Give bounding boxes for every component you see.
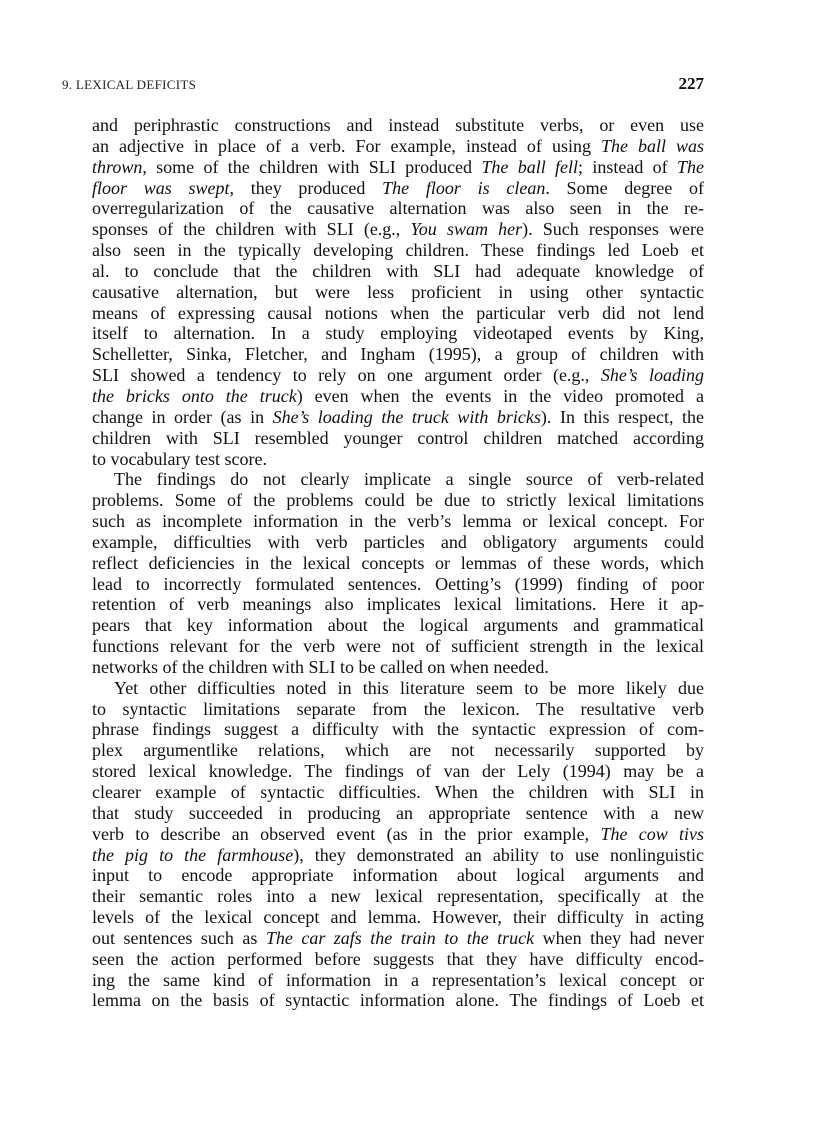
text-line [92, 115, 704, 136]
text-line [92, 740, 704, 761]
text-run: ). Such responses were [522, 219, 704, 240]
text-line [92, 136, 704, 157]
text-run: functions relevant for the verb were not of sufficient strength in the lexical [92, 636, 704, 657]
text-run: change in order (as in [92, 406, 273, 427]
italic-example: The cow tivs [600, 823, 704, 844]
text-line [92, 615, 704, 636]
text-run: when they had never [534, 927, 704, 948]
text-run: al. to conclude that the children with SLI had adequate knowledge of [92, 260, 704, 281]
text-run: causative alternation, but were less proficient in using other syntactic [92, 281, 704, 302]
text-run: networks of the children with SLI to be called on when needed. [92, 656, 549, 677]
text-run: clearer example of syntactic difficulties. When the children with SLI in [92, 782, 704, 802]
text-run: seen the action performed before suggests that they have difficulty encod- [92, 948, 704, 969]
italic-example: She’s loading the truck with bricks [272, 406, 541, 427]
text-line [92, 678, 704, 699]
italic-example: the bricks onto the truck [92, 385, 297, 406]
text-run: pears that key information about the logical arguments and grammatical [92, 615, 704, 636]
text-line [92, 365, 704, 386]
text-line [92, 323, 704, 344]
text-run: to syntactic limitations separate from the lexicon. The resultative verb [92, 698, 704, 719]
text-run: to vocabulary test score. [92, 448, 267, 469]
text-run: overregularization of the causative alternation was also seen in the re- [92, 198, 704, 219]
text-line [92, 261, 704, 282]
text-run: retention of verb meanings also implicates lexical limitations. Here it ap- [92, 594, 704, 615]
text-run: means of expressing causal notions when the particular verb did not lend [92, 302, 704, 323]
text-run: verb to describe an observed event (as in the prior example, [92, 823, 601, 844]
text-run: their semantic roles into a new lexical representation, specifically at the [92, 886, 704, 907]
text-run: ), they demonstrated an ability to use nonlinguistic [293, 844, 705, 865]
running-header-chapter: 9. LEXICAL DEFICITS [62, 77, 197, 92]
text-run: an adjective in place of a verb. For example, instead of using [92, 135, 601, 156]
text-line [92, 178, 704, 199]
text-line [92, 636, 704, 657]
text-line [92, 970, 704, 991]
text-line [92, 594, 704, 615]
text-line [92, 824, 704, 845]
text-line [92, 219, 704, 240]
page-number: 227 [678, 74, 704, 93]
text-line [92, 407, 704, 428]
text-line [92, 490, 704, 511]
text-run: such as incomplete information in the verb’s lemma or lexical concept. For [92, 511, 704, 532]
text-run: children with SLI resembled younger control children matched according [92, 427, 704, 448]
text-line [92, 469, 704, 490]
italic-example: The ball was [600, 135, 704, 156]
text-run: sponses of the children with SLI (e.g., [92, 219, 411, 240]
text-run: stored lexical knowledge. The findings of van der Lely (1994) may be a [92, 761, 704, 782]
text-line [92, 511, 704, 532]
text-line [92, 657, 704, 678]
text-run: The findings do not clearly implicate a single source of verb-related [114, 469, 704, 490]
paragraph [92, 469, 704, 677]
text-run: SLI showed a tendency to rely on one argument order (e.g., [92, 365, 601, 386]
text-run: plex argumentlike relations, which are not necessarily supported by [92, 740, 704, 761]
text-run: input to encode appropriate information about logical arguments and [92, 865, 704, 886]
text-line [92, 303, 704, 324]
text-line [92, 845, 704, 866]
text-run: , some of the children with SLI produced [142, 156, 482, 177]
text-line [92, 344, 704, 365]
text-run: reflect deficiencies in the lexical concepts or lemmas of these words, which [92, 552, 704, 573]
text-run: also seen in the typically developing children. These findings led Loeb et [92, 240, 704, 261]
text-line [92, 449, 704, 470]
text-line [92, 553, 704, 574]
text-line [92, 574, 704, 595]
text-line [92, 803, 704, 824]
italic-example: thrown [92, 156, 143, 177]
italic-example: She’s loading [600, 365, 705, 386]
text-line [92, 907, 704, 928]
text-line [92, 428, 704, 449]
text-line [92, 157, 704, 178]
text-line [92, 865, 704, 886]
text-run: levels of the lexical concept and lemma. However, their difficulty in acting [92, 907, 704, 928]
text-run: . Some degree of [545, 177, 704, 198]
text-line [92, 761, 704, 782]
italic-example: floor was swept [92, 177, 230, 198]
text-run: and periphrastic constructions and instead substitute verbs, or even use [92, 115, 704, 135]
text-line [92, 886, 704, 907]
text-run: phrase findings suggest a difficulty with the syntactic expression of com- [92, 719, 704, 740]
text-run: itself to alternation. In a study employing videotaped events by King, [92, 323, 704, 344]
text-run: ing the same kind of information in a representation’s lexical concept or [92, 969, 704, 990]
text-line [92, 240, 704, 261]
text-line [92, 386, 704, 407]
text-run: Yet other difficulties noted in this literature seem to be more likely due [114, 677, 704, 698]
text-run: , they produced [229, 177, 383, 198]
text-line [92, 782, 704, 803]
text-line [92, 282, 704, 303]
text-line [92, 198, 704, 219]
text-run: ) even when the events in the video promoted a [296, 385, 704, 406]
text-line [92, 699, 704, 720]
paragraph [92, 678, 704, 1012]
body-text [92, 115, 704, 1011]
text-run: Schelletter, Sinka, Fletcher, and Ingham (1995), a group of children with [92, 344, 704, 365]
text-run: that study succeeded in producing an appropriate sentence with a new [92, 802, 704, 823]
text-run: example, difficulties with verb particles and obligatory arguments could [92, 531, 704, 552]
italic-example: The [677, 156, 705, 177]
italic-example: The car zafs the train to the truck [265, 927, 535, 948]
text-line [92, 532, 704, 553]
text-run: lead to incorrectly formulated sentences. Oetting’s (1999) finding of poor [92, 573, 704, 594]
text-run: problems. Some of the problems could be due to strictly lexical limitations [92, 490, 704, 511]
italic-example: The ball fell [481, 156, 579, 177]
italic-example: the pig to the farmhouse [92, 844, 294, 865]
text-line [92, 719, 704, 740]
text-run: lemma on the basis of syntactic information alone. The findings of Loeb et [92, 990, 704, 1011]
italic-example: You swam her [410, 219, 523, 240]
text-run: ; instead of [578, 156, 678, 177]
text-line [92, 990, 704, 1011]
paragraph [92, 115, 704, 469]
italic-example: The floor is clean [382, 177, 546, 198]
text-line [92, 928, 704, 949]
text-run: out sentences such as [92, 927, 266, 948]
text-line [92, 949, 704, 970]
text-run: ). In this respect, the [540, 406, 705, 427]
